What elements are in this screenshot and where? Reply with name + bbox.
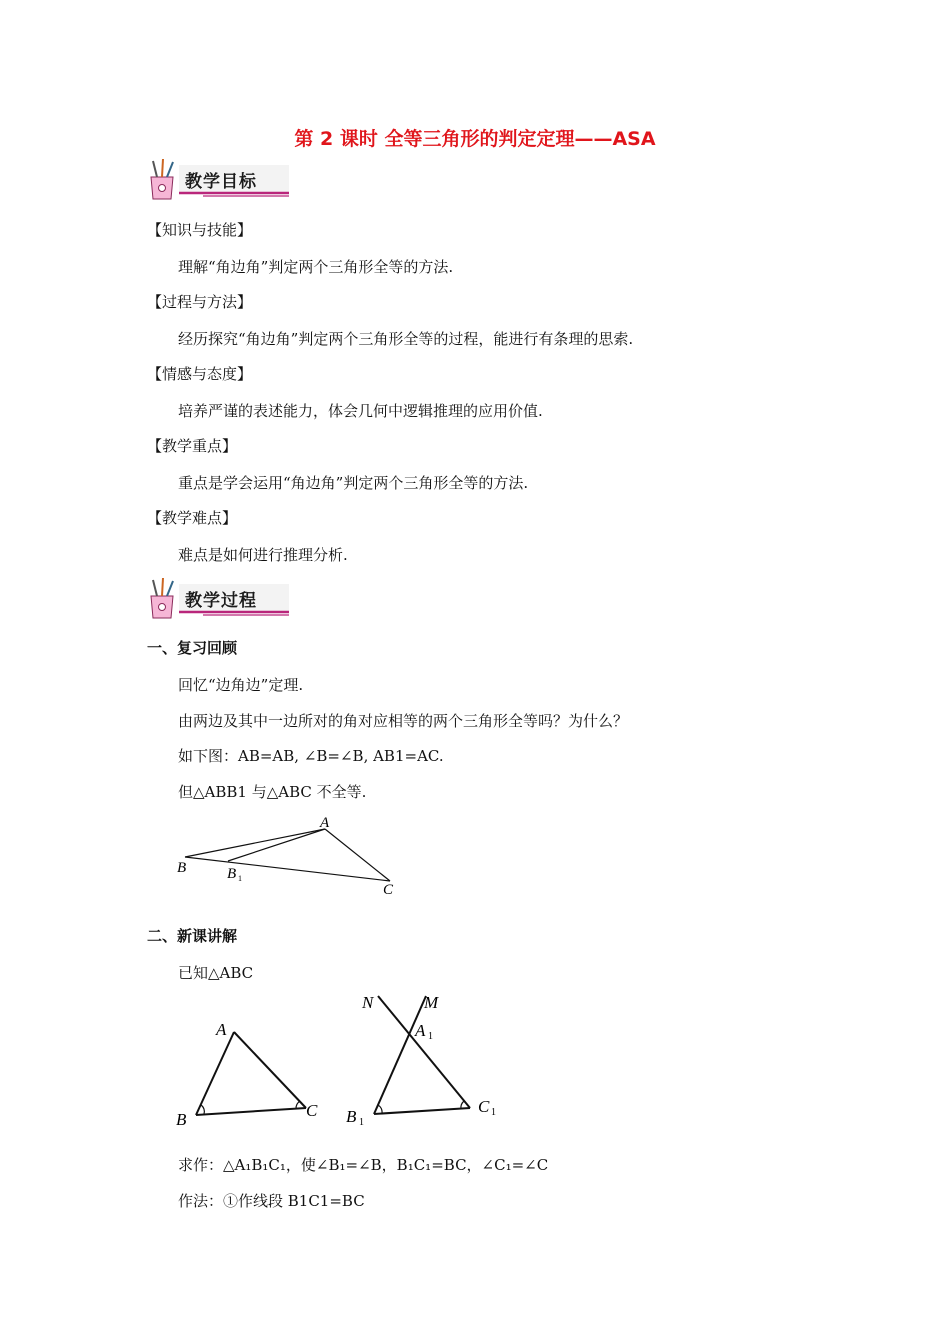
- label-c1: C: [478, 1097, 490, 1116]
- difficulty-text: 难点是如何进行推理分析.: [178, 546, 348, 564]
- label-c1-sub: 1: [491, 1107, 496, 1118]
- emotion-heading: 【情感与态度】: [147, 365, 253, 383]
- label-b1-sub: 1: [359, 1117, 364, 1128]
- label-n: N: [362, 993, 374, 1012]
- triangle-abc-figure: [170, 1010, 330, 1134]
- section-banner-process: [143, 576, 293, 622]
- label-m: M: [424, 993, 439, 1012]
- page-title: 第 2 课时 全等三角形的判定定理——ASA: [294, 128, 656, 150]
- label-b1: B: [227, 866, 237, 882]
- process-method-heading: 【过程与方法】: [147, 293, 253, 311]
- process-method-text: 经历探究“角边角”判定两个三角形全等的过程，能进行有条理的思索.: [178, 330, 634, 348]
- method-text: 作法：①作线段 B1C1=BC: [178, 1192, 365, 1210]
- label-b: B: [176, 1110, 187, 1129]
- label-b: B: [177, 860, 187, 876]
- section-banner-goals: [143, 157, 293, 203]
- label-a1-sub: 1: [428, 1031, 433, 1042]
- triangle-a1b1c1-figure: [340, 988, 510, 1134]
- label-a: A: [320, 815, 330, 831]
- label-a: A: [216, 1020, 227, 1039]
- review-line-1: 回忆“边角边”定理.: [178, 676, 304, 694]
- new-lesson-heading: 二、新课讲解: [147, 927, 238, 945]
- banner-label-process: 教学过程: [185, 591, 257, 611]
- banner-label-goals: 教学目标: [185, 172, 257, 192]
- difficulty-heading: 【教学难点】: [147, 509, 238, 527]
- knowledge-heading: 【知识与技能】: [147, 221, 253, 239]
- label-c: C: [306, 1101, 318, 1120]
- key-point-text: 重点是学会运用“角边角”判定两个三角形全等的方法.: [178, 474, 529, 492]
- review-triangle-figure: [170, 810, 410, 902]
- review-line-3: 如下图：AB=AB, ∠B=∠B, AB1=AC.: [178, 747, 444, 765]
- review-line-2: 由两边及其中一边所对的角对应相等的两个三角形全等吗？为什么？: [178, 712, 629, 730]
- label-b1: B: [346, 1107, 357, 1126]
- knowledge-text: 理解“角边角”判定两个三角形全等的方法.: [178, 258, 454, 276]
- review-heading: 一、复习回顾: [147, 639, 238, 657]
- label-c: C: [383, 882, 394, 898]
- given-text: 已知△ABC: [178, 964, 254, 982]
- emotion-text: 培养严谨的表述能力，体会几何中逻辑推理的应用价值.: [178, 402, 543, 420]
- requirement-text: 求作：△A₁B₁C₁，使∠B₁=∠B，B₁C₁=BC，∠C₁=∠C: [178, 1156, 549, 1174]
- key-point-heading: 【教学重点】: [147, 437, 238, 455]
- review-line-4: 但△ABB1 与△ABC 不全等.: [178, 783, 367, 801]
- label-b1-sub: 1: [238, 874, 242, 883]
- label-a1: A: [415, 1021, 426, 1040]
